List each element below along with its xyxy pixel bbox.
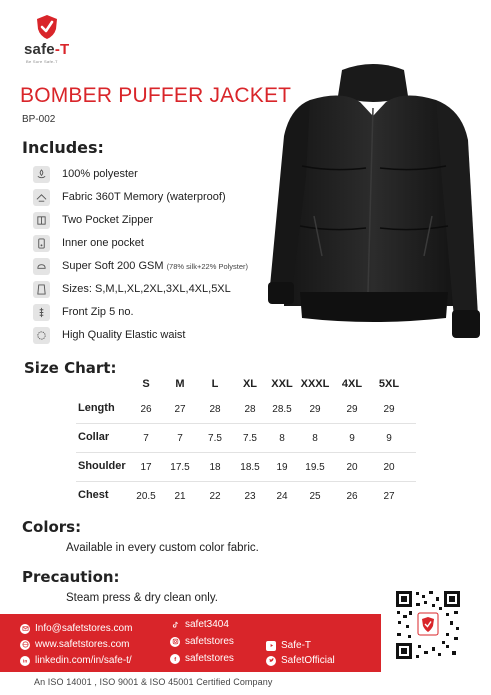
size-cell: 29: [346, 404, 358, 415]
brand-logo: [22, 14, 82, 64]
twitter-link[interactable]: SafetOfficial: [266, 655, 335, 666]
size-header: M: [175, 378, 185, 390]
size-cell: 9: [349, 433, 355, 444]
size-cell: 26: [346, 491, 358, 502]
facebook-icon: [170, 654, 180, 664]
size-cell: 27: [383, 491, 395, 502]
youtube-link[interactable]: Safe-T: [266, 640, 311, 651]
size-cell: 17.5: [170, 462, 190, 473]
instagram-link[interactable]: safetstores: [170, 636, 234, 647]
brand-name: safe-T: [24, 41, 70, 58]
size-cell: 22: [209, 491, 221, 502]
size-header: XXL: [271, 378, 293, 390]
email-icon: [20, 624, 30, 634]
precaution-heading: Precaution:: [22, 568, 120, 586]
inner-pocket-icon: [33, 235, 50, 252]
instagram-icon: [170, 637, 180, 647]
size-cell: 17: [140, 462, 152, 473]
feature-item: Sizes: S,M,L,XL,2XL,3XL,4XL,5XL: [33, 280, 231, 298]
size-cell: 27: [174, 404, 186, 415]
email-link[interactable]: Info@safetstores.com: [20, 623, 132, 634]
size-header: 4XL: [341, 378, 363, 390]
qr-code[interactable]: [394, 589, 462, 661]
size-cell: 24: [276, 491, 288, 502]
feature-item: Two Pocket Zipper: [33, 211, 153, 229]
zipper-pocket-icon: [33, 212, 50, 229]
colors-heading: Colors:: [22, 518, 82, 536]
size-cell: 18.5: [240, 462, 260, 473]
size-row-label: Shoulder: [78, 460, 126, 472]
size-row-label: Chest: [78, 489, 109, 501]
size-cell: 25: [309, 491, 321, 502]
waterproof-fabric-icon: [33, 189, 50, 206]
feature-item: Fabric 360T Memory (waterproof): [33, 188, 226, 206]
size-cell: 26: [140, 404, 152, 415]
feature-item: High Quality Elastic waist: [33, 326, 186, 344]
row-divider: [76, 481, 416, 482]
size-cell: 28.5: [272, 404, 292, 415]
row-divider: [76, 423, 416, 424]
twitter-icon: [266, 656, 276, 666]
product-code: BP-002: [22, 114, 56, 125]
size-cell: 7: [177, 433, 183, 444]
certifications-text: An ISO 14001 , ISO 9001 & ISO 45001 Certified Company: [34, 677, 273, 687]
size-chart-heading: Size Chart:: [24, 359, 117, 377]
size-cell: 29: [383, 404, 395, 415]
includes-heading: Includes:: [22, 138, 104, 157]
brand-tagline: Be Sure Safe-T: [26, 59, 58, 64]
size-cell: 7.5: [208, 433, 222, 444]
size-cell: 20: [383, 462, 395, 473]
size-header: XXXL: [300, 378, 330, 390]
row-divider: [76, 452, 416, 453]
size-cell: 20: [346, 462, 358, 473]
size-row-label: Collar: [78, 431, 110, 443]
linkedin-link[interactable]: in linkedin.com/in/safe-t/: [20, 655, 132, 666]
size-cell: 20.5: [136, 491, 156, 502]
shield-check-icon: [36, 14, 58, 40]
size-cell: 28: [209, 404, 221, 415]
size-cell: 19: [276, 462, 288, 473]
size-header: XL: [242, 378, 258, 390]
size-cell: 7.5: [243, 433, 257, 444]
size-cell: 8: [279, 433, 285, 444]
size-cell: 7: [143, 433, 149, 444]
svg-text:f: f: [173, 656, 176, 662]
size-header: 5XL: [378, 378, 400, 390]
feature-item: 100% polyester: [33, 165, 138, 183]
feature-item: Super Soft 200 GSM (78% silk+22% Polyster): [33, 257, 248, 275]
elastic-waist-icon: [33, 327, 50, 344]
bomber-jacket-image: [262, 56, 484, 346]
feature-item: Front Zip 5 no.: [33, 303, 134, 321]
globe-icon: [20, 640, 30, 650]
feature-item: Inner one pocket: [33, 234, 144, 252]
linkedin-icon: [20, 656, 30, 666]
polyester-icon: [33, 166, 50, 183]
svg-text:in: in: [22, 659, 27, 664]
size-row-label: Length: [78, 402, 115, 414]
size-cell: 21: [174, 491, 186, 502]
facebook-link[interactable]: f safetstores: [170, 653, 234, 664]
size-cell: 19.5: [305, 462, 325, 473]
size-cell: 8: [312, 433, 318, 444]
tiktok-link[interactable]: safet3404: [170, 619, 229, 630]
size-cell: 18: [209, 462, 221, 473]
size-cell: 29: [309, 404, 321, 415]
size-header: S: [142, 378, 150, 390]
contact-footer: [0, 614, 381, 672]
front-zip-icon: [33, 304, 50, 321]
colors-text: Available in every custom color fabric.: [66, 542, 259, 554]
tiktok-icon: [170, 620, 180, 630]
size-cell: 9: [386, 433, 392, 444]
website-link[interactable]: www.safetstores.com: [20, 639, 129, 650]
size-cell: 23: [244, 491, 256, 502]
size-tag-icon: [33, 281, 50, 298]
size-header: L: [211, 378, 219, 390]
youtube-icon: [266, 641, 276, 651]
precaution-text: Steam press & dry clean only.: [66, 592, 218, 604]
soft-padding-icon: [33, 258, 50, 275]
product-title: BOMBER PUFFER JACKET: [20, 84, 292, 107]
size-cell: 28: [244, 404, 256, 415]
